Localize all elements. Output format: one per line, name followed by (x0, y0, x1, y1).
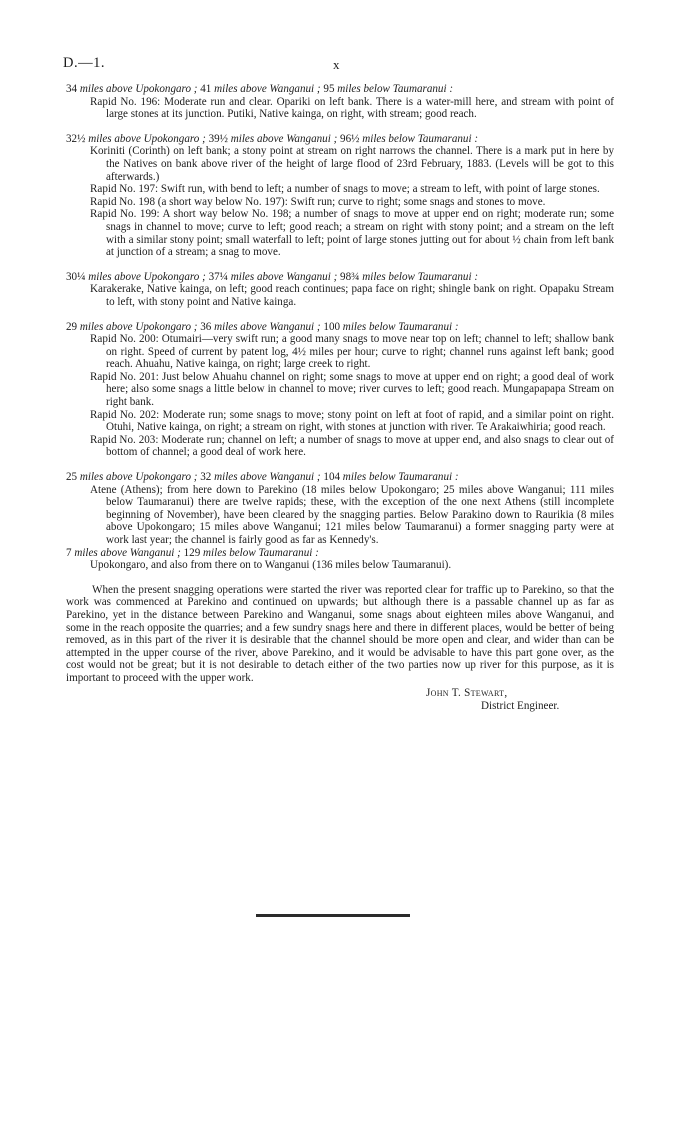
heading-number: 36 (200, 320, 212, 333)
heading-text: miles above Wanganui ; (227, 132, 341, 145)
heading-number: 129 (183, 546, 201, 559)
entry-rapid-197: Rapid No. 197: Swift run, with bend to left; a number of snags to move; a stream to left, with point of large stones. (90, 183, 600, 196)
document-body (66, 83, 614, 713)
heading-text: miles above Upokongaro ; (85, 270, 209, 283)
end-rule (256, 914, 410, 917)
section-30-miles (66, 271, 614, 309)
signature-title: District Engineer. (481, 699, 560, 712)
heading-number: 34 (66, 83, 78, 95)
section-34-miles (66, 83, 614, 121)
heading-number: 95 (323, 83, 335, 95)
entry-rapid-198: Rapid No. 198 (a short way below No. 197): Swift run; curve to right; some snags and stones to move. (90, 195, 546, 208)
heading-text: miles above Upokongaro ; (85, 132, 209, 145)
heading-text: miles above Upokongaro ; (77, 83, 201, 95)
heading-text: miles below Taumaranui : (359, 270, 479, 283)
entry-atene: Atene (Athens); from here down to Parekino (18 miles below Upokongaro; 25 miles above Wanganui; 111 miles below Taumaranui) there are twelve rapids; these, with the exception of the one next Athens (still incomplete beginning of November), have been cleared by the snagging parties. Below Parakino down to Raurikia (8 miles above Upokongaro; 15 miles above Wanganui; 121 miles below Taumaranui) a former snagging party were at work last year; the channel is fairly good as far as Kennedy's. (90, 483, 614, 546)
section-32-miles (66, 133, 614, 259)
heading-number: 37¼ (208, 270, 228, 283)
heading-number: 96½ (340, 132, 360, 145)
document-reference: D.—1. (63, 55, 105, 71)
heading-text: miles below Taumaranui : (340, 471, 459, 484)
heading-number: 25 (66, 471, 78, 484)
section-heading (66, 133, 614, 146)
heading-number: 104 (323, 471, 341, 484)
heading-text: miles below Taumaranui : (359, 132, 479, 145)
heading-text: miles above Wanganui ; (211, 83, 324, 95)
heading-text: miles above Wanganui ; (211, 320, 324, 333)
heading-number: 39½ (208, 132, 228, 145)
heading-number: 98¾ (340, 270, 360, 283)
section-subheading (66, 547, 614, 560)
heading-text: miles above Wanganui ; (227, 270, 341, 283)
entry-rapid-200: Rapid No. 200: Otumairi—very swift run; a good many snags to move near top on left; channel to left; shallow bank on right. Speed of current by patent log, 4½ miles per hour; curve to right; channel runs against left bank; good reach. Ahuahu, Native kainga, on right; large creek to right. (90, 333, 614, 371)
heading-text: miles below Taumaranui : (340, 320, 459, 333)
section-29-miles (66, 321, 614, 460)
entry-rapid-201: Rapid No. 201: Just below Ahuahu channel on right; some snags to move at upper end on right; a good deal of work here; also some snags a little below in channel to move; river curves to left; good reach. Mungapapapa Stream on right bank. (90, 370, 614, 409)
signature-name: John T. Stewart, (426, 686, 508, 699)
entry-karakerake: Karakerake, Native kainga, on left; good reach continues; papa face on right; shingle bank on right. Opapaku Stream to left, with stony point and Native kainga. (90, 283, 614, 308)
section-heading (66, 271, 614, 284)
closing-paragraph: When the present snagging operations were started the river was reported clear for traffic up to Parekino, so that the work was commenced at Parekino and continued on upwards; but although there is a passable channel up as far as Parekino, yet in the distance between Parekino and Wanganui, some snags about eighteen miles above Wanganui, and some in the reach opposite the quarries; and a few sundry snags here and there in different places, would be better of being removed, as in this part of the river it is desirable that the channel should be more open and clear, and wider than can be attempted in the upper course of the river, above Parekino, and it would be advisable to have this part gone over, as the cost would not be great; but it is not desirable to detach either of the two parties now up river for this purpose, as it is important to proceed with the upper work. (66, 583, 614, 684)
heading-number: 30¼ (66, 270, 86, 283)
entry-rapid-199: Rapid No. 199: A short way below No. 198; a number of snags to move at upper end on right; moderate run; some snags in channel to move; curve to left; good reach; a stream on right with stony point; and a stream on the left with a similar stony point; small waterfall to left; point of large stones jutting out for about ½ chain from left bank at junction of a stream; a snag to move. (90, 208, 614, 259)
heading-text: miles below Taumaranui : (200, 546, 319, 559)
page-number: x (333, 57, 340, 72)
heading-number: 32½ (66, 132, 86, 145)
signature-block (426, 687, 614, 713)
section-25-miles (66, 471, 614, 572)
heading-number: 100 (323, 320, 341, 333)
entry-rapid-202: Rapid No. 202: Moderate run; some snags to move; stony point on left at foot of rapid, and a similar point on right. Otuhi, Native kainga, on right; a stream on right, with stones at junction with river. Te Arakaiwhiria; good reach. (90, 408, 614, 434)
heading-number: 41 (200, 83, 212, 95)
heading-number: 29 (66, 320, 78, 333)
entry-rapid-196: Rapid No. 196: Moderate run and clear. Opariki on left bank. There is a water-mill here, and stream with point of large stones at its junction. Putiki, Native kainga, on right, with stream; good reach. (90, 95, 614, 121)
entry-koriniti: Koriniti (Corinth) on left bank; a stony point at stream on right narrows the channel. There is a mark put in here by the Natives on bank above river of the height of large flood of 23rd February, 1883. (Levels will be got to this afterwards.) (90, 145, 614, 183)
entry-upokongaro: Upokongaro, and also from there on to Wanganui (136 miles below Taumaranui). (90, 559, 452, 572)
heading-number: 7 (66, 546, 72, 559)
section-heading (66, 83, 614, 96)
heading-number: 32 (200, 471, 212, 484)
heading-text: miles above Upokongaro ; (77, 320, 201, 333)
section-heading (66, 471, 614, 484)
heading-text: miles above Wanganui ; (71, 546, 184, 559)
entry-rapid-203: Rapid No. 203: Moderate run; channel on left; a number of snags to move at upper end, and also snags to clear out of bottom of channel; a good deal of work here. (90, 433, 614, 459)
heading-text: miles above Wanganui ; (211, 471, 324, 484)
section-heading (66, 321, 614, 334)
heading-text: miles above Upokongaro ; (77, 471, 201, 484)
heading-text: miles below Taumaranui : (334, 83, 454, 95)
